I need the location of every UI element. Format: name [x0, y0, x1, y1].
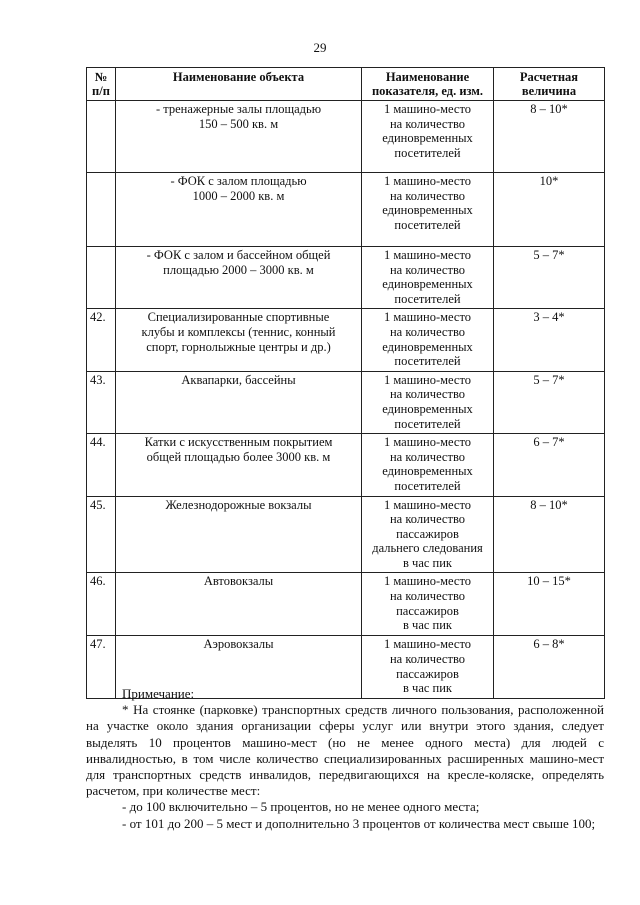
calculated-value: 8 – 10*: [530, 497, 568, 512]
row-number-cell: [87, 101, 116, 173]
page-number: 29: [313, 40, 327, 55]
indicator-name: 1 машино-место на количество единовременных посетителей: [382, 102, 473, 160]
object-name: Специализированные спортивные клубы и комплексы (теннис, конный спорт, горнолыжные центры и др.): [141, 310, 336, 354]
table-row: [87, 173, 605, 247]
indicator-name: 1 машино-место на количество пассажиров в час пик: [383, 637, 472, 696]
header-object-name: Наименование объекта: [116, 68, 362, 101]
calculated-value-cell: [494, 496, 605, 573]
row-number-cell: [87, 247, 116, 309]
row-number: 47.: [90, 637, 106, 652]
calculated-value-cell: [494, 247, 605, 309]
object-name-cell: [116, 247, 362, 309]
table-header-row: [87, 68, 605, 101]
row-number-cell: [87, 309, 116, 371]
row-number-cell: [87, 573, 116, 636]
indicator-name: 1 машино-место на количество единовременных посетителей: [382, 174, 473, 232]
calculated-value: 10*: [539, 174, 559, 188]
note-item: - до 100 включительно – 5 процентов, но не менее одного места;: [122, 799, 480, 815]
row-number: 42.: [90, 310, 106, 325]
note-heading: Примечание:: [122, 686, 195, 701]
calculated-value: 5 – 7*: [533, 248, 565, 262]
indicator-name-cell: [362, 247, 494, 309]
indicator-name-cell: [362, 173, 494, 247]
calculated-value: 6 – 8*: [533, 637, 565, 652]
note-section: [86, 686, 604, 832]
object-name-cell: [116, 496, 362, 573]
header-number: № п/п: [87, 68, 116, 101]
object-name: Аквапарки, бассейны: [181, 372, 296, 387]
row-number-cell: [87, 173, 116, 247]
header-indicator-name: Наименование показателя, ед. изм.: [362, 68, 494, 101]
calculated-value-cell: [494, 434, 605, 496]
row-number: 43.: [90, 372, 106, 387]
parking-norms-table: [86, 67, 605, 699]
row-number: 44.: [90, 435, 106, 450]
object-name: - ФОК с залом площадью 1000 – 2000 кв. м: [170, 174, 307, 203]
indicator-name: 1 машино-место на количество единовременных посетителей: [382, 310, 473, 369]
table-row: [87, 434, 605, 496]
object-name: Катки с искусственным покрытием общей площадью более 3000 кв. м: [144, 435, 333, 464]
indicator-name: 1 машино-место на количество пассажиров дальнего следования в час пик: [372, 497, 483, 570]
object-name-cell: [116, 573, 362, 636]
note-item: - от 101 до 200 – 5 мест и дополнительно 3 процентов от количества мест свыше 100;: [122, 815, 596, 831]
indicator-name-cell: [362, 309, 494, 371]
indicator-name-cell: [362, 573, 494, 636]
indicator-name: 1 машино-место на количество пассажиров в час пик: [383, 574, 472, 633]
calculated-value: 8 – 10*: [530, 102, 568, 116]
indicator-name: 1 машино-место на количество единовременных посетителей: [382, 435, 473, 493]
row-number: 46.: [90, 574, 106, 589]
indicator-name-cell: [362, 371, 494, 433]
row-number-cell: [87, 371, 116, 433]
object-name-cell: [116, 173, 362, 247]
calculated-value-cell: [494, 573, 605, 636]
indicator-name-cell: [362, 496, 494, 573]
table-row: [87, 371, 605, 433]
indicator-name: 1 машино-место на количество единовременных посетителей: [382, 372, 473, 431]
calculated-value: 3 – 4*: [533, 310, 565, 325]
calculated-value: 10 – 15*: [527, 574, 571, 589]
object-name: - тренажерные залы площадью 150 – 500 кв. м: [155, 102, 322, 131]
row-number-cell: [87, 496, 116, 573]
table-row: [87, 101, 605, 173]
table-row: [87, 573, 605, 636]
row-number: 45.: [90, 497, 106, 512]
calculated-value: 5 – 7*: [533, 372, 565, 387]
calculated-value-cell: [494, 101, 605, 173]
object-name: Аэровокзалы: [203, 637, 274, 652]
row-number-cell: [87, 434, 116, 496]
table-row: [87, 247, 605, 309]
calculated-value: 6 – 7*: [533, 435, 565, 450]
object-name: Автовокзалы: [203, 574, 274, 589]
indicator-name-cell: [362, 434, 494, 496]
indicator-name: 1 машино-место на количество единовременных посетителей: [382, 248, 473, 306]
object-name-cell: [116, 371, 362, 433]
object-name-cell: [116, 101, 362, 173]
calculated-value-cell: [494, 309, 605, 371]
note-paragraph: * На стоянке (парковке) транспортных средств личного пользования, расположенной на участке около здания организации сферы услуг или внутри этого здания, следует выделять 10 процентов машино-мест (но не менее одного места) для людей с инвалидностью, в том числе количество специализированных расширенных машино-мест для транспортных средств инвалидов, передвигающихся на кресле-коляске, определять расчетом, при количестве мест:: [86, 702, 604, 799]
header-calculated-value: Расчетная величина: [494, 68, 605, 101]
object-name: Железнодорожные вокзалы: [165, 497, 312, 512]
table-row: [87, 309, 605, 371]
object-name: - ФОК с залом и бассейном общей площадью 2000 – 3000 кв. м: [146, 248, 331, 277]
object-name-cell: [116, 434, 362, 496]
calculated-value-cell: [494, 173, 605, 247]
object-name-cell: [116, 309, 362, 371]
indicator-name-cell: [362, 101, 494, 173]
table-row: [87, 496, 605, 573]
calculated-value-cell: [494, 371, 605, 433]
